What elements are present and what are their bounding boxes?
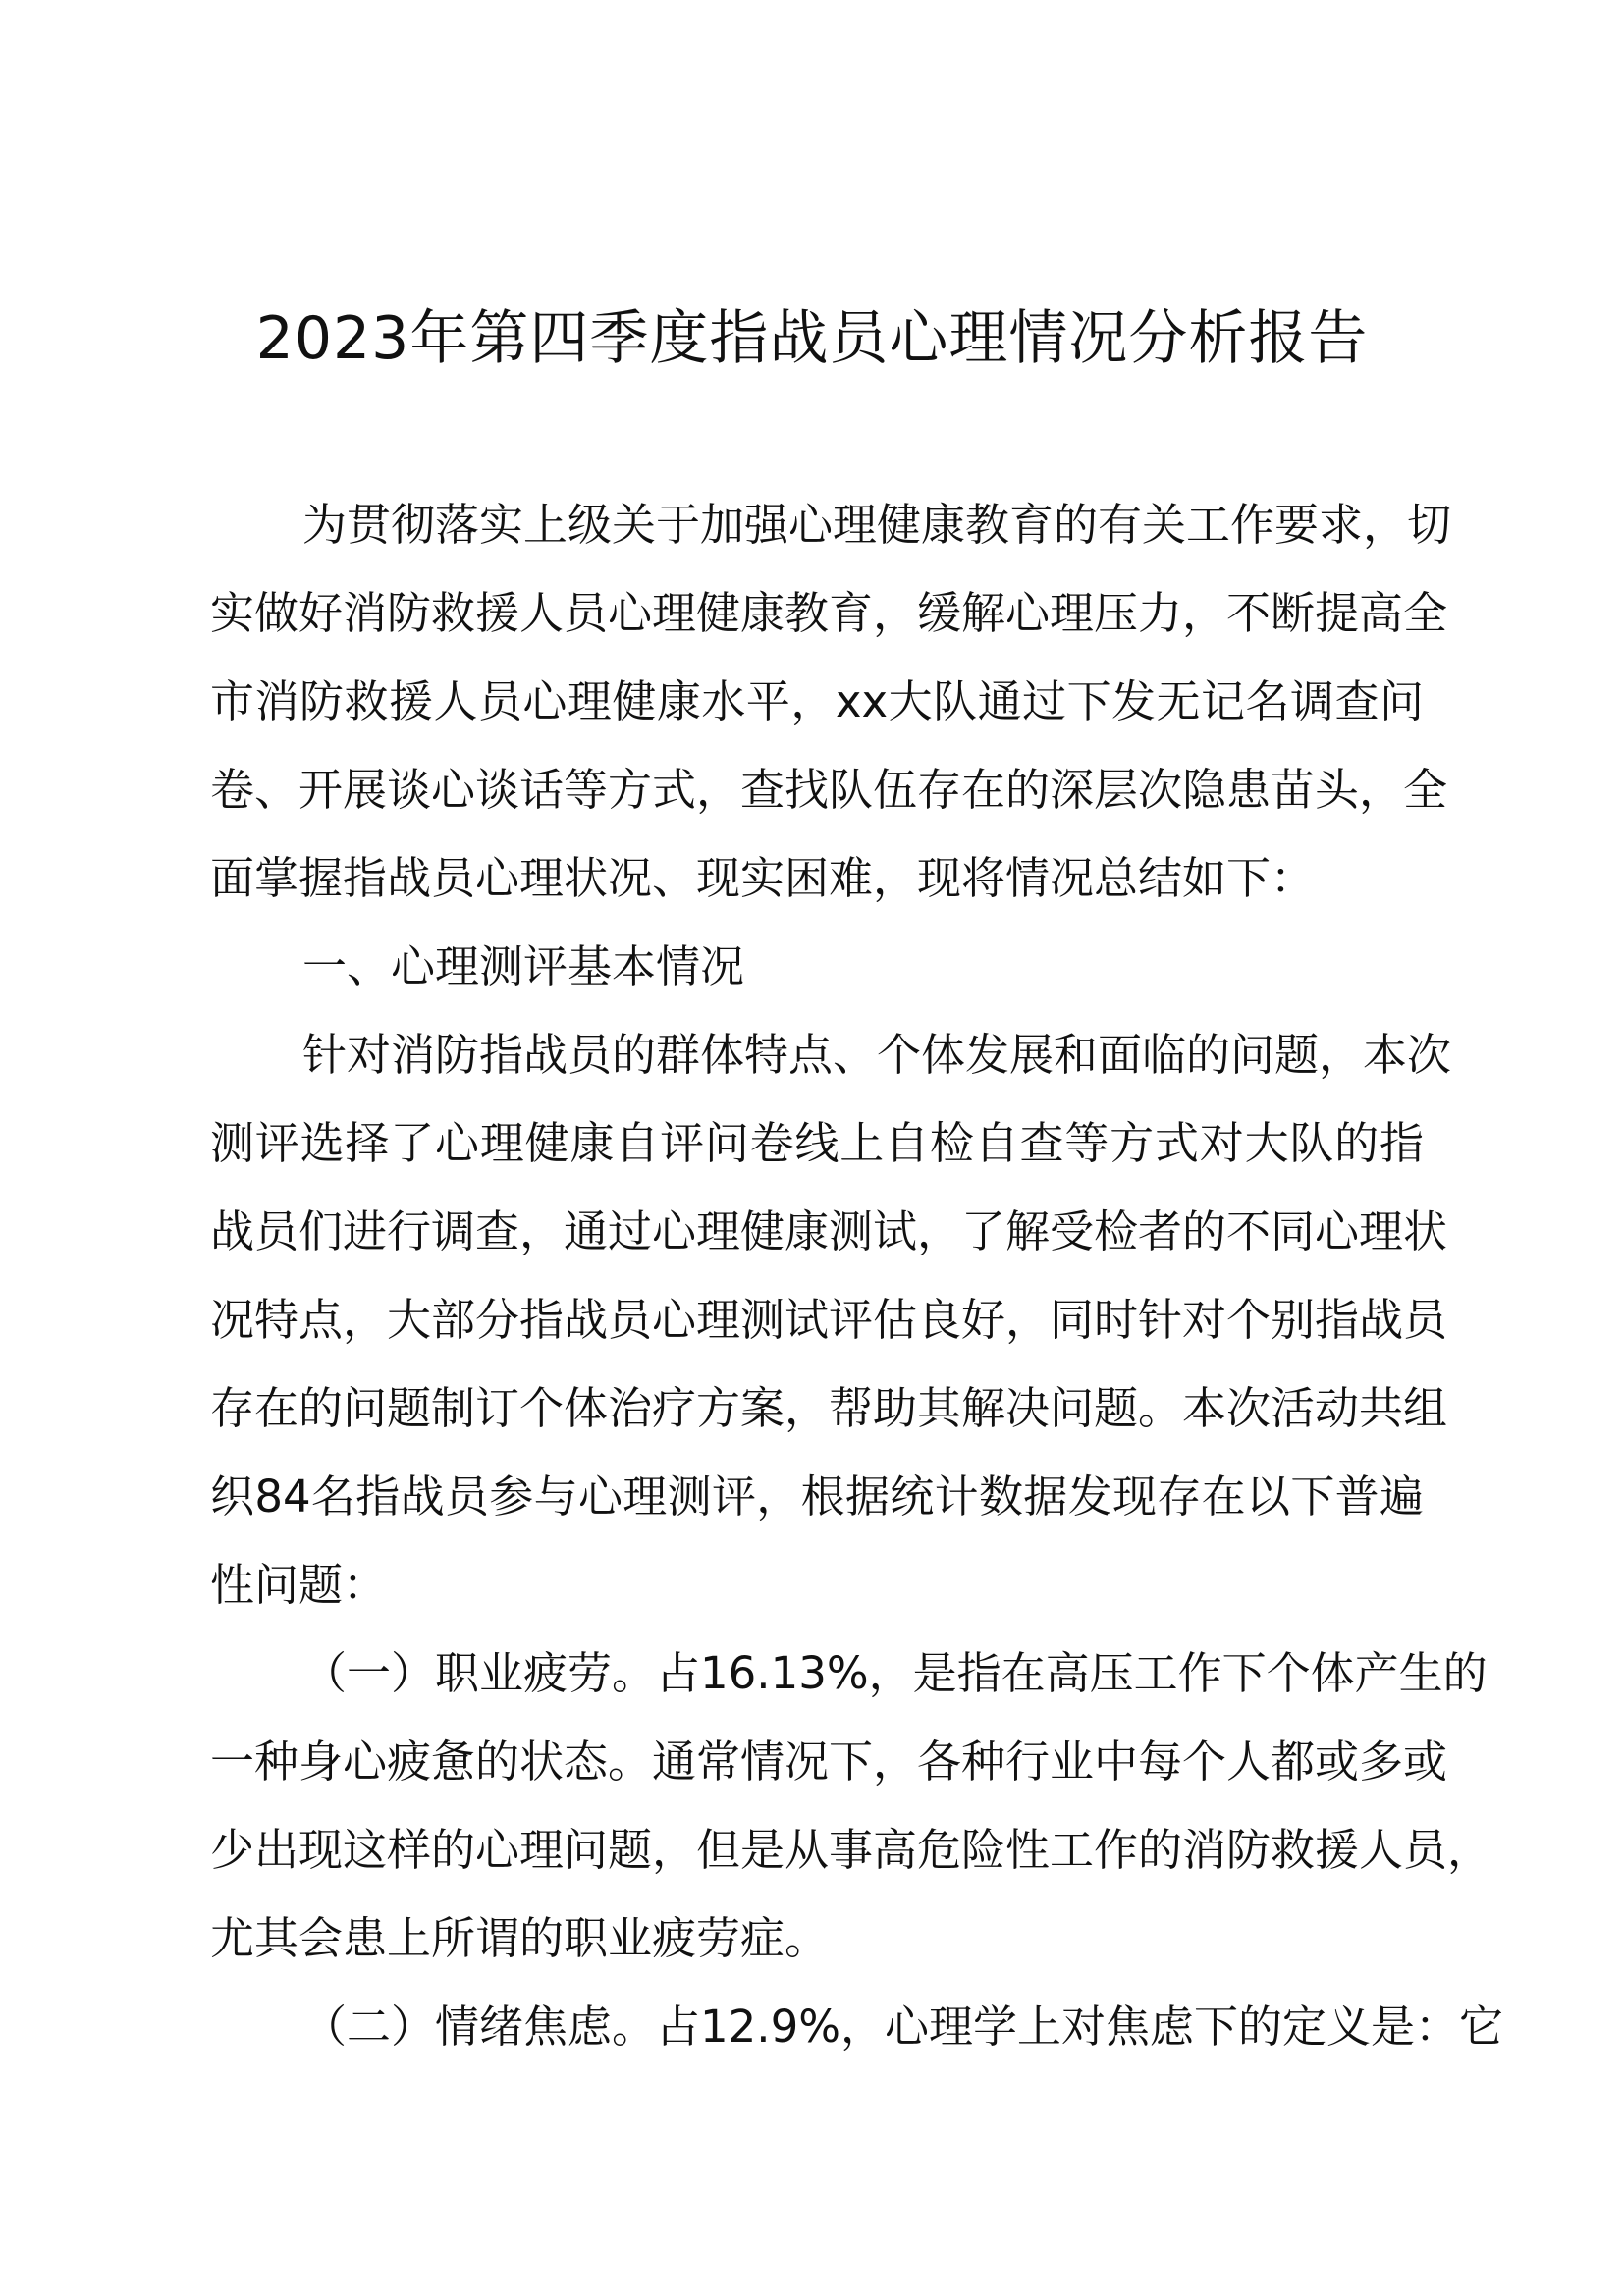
section-heading: 一、心理测评基本情况: [302, 940, 745, 992]
item-occupational-fatigue: [210, 1629, 1492, 1983]
text-line: 尤其会患上所谓的职业疲劳症。: [210, 1912, 830, 1964]
text-line: （二）情绪焦虑。占12.9%，心理学上对焦虑下的定义是：它: [302, 2001, 1503, 2053]
document-body: [210, 481, 1503, 2071]
text-line: 一种身心疲惫的状态。通常情况下，各种行业中每个人都或多或: [210, 1735, 1448, 1788]
text-line: 况特点，大部分指战员心理测试评估良好，同时针对个别指战员: [210, 1294, 1448, 1346]
text-line: 战员们进行调查，通过心理健康测试，了解受检者的不同心理状: [210, 1205, 1448, 1257]
text-line: 为贯彻落实上级关于加强心理健康教育的有关工作要求，切: [302, 499, 1452, 551]
intro-paragraph: [210, 481, 1452, 923]
text-line: 卷、开展谈心谈话等方式，查找队伍存在的深层次隐患苗头，全: [210, 764, 1448, 816]
text-line: 市消防救援人员心理健康水平，xx大队通过下发无记名调查问: [210, 675, 1424, 727]
text-line: （一）职业疲劳。占16.13%，是指在高压工作下个体产生的: [302, 1647, 1488, 1699]
text-line: 实做好消防救援人员心理健康教育，缓解心理压力，不断提高全: [210, 587, 1448, 639]
item-emotional-anxiety: [210, 1983, 1503, 2071]
text-line: 少出现这样的心理问题，但是从事高危险性工作的消防救援人员，: [210, 1824, 1492, 1876]
text-line: 测评选择了心理健康自评问卷线上自检自查等方式对大队的指: [210, 1117, 1424, 1169]
text-line: 面掌握指战员心理状况、现实困难，现将情况总结如下：: [210, 852, 1316, 904]
text-line: 性问题：: [210, 1559, 388, 1611]
text-line: 针对消防指战员的群体特点、个体发展和面临的问题，本次: [302, 1029, 1452, 1081]
text-line: 存在的问题制订个体治疗方案，帮助其解决问题。本次活动共组: [210, 1382, 1448, 1434]
page-title: 2023年第四季度指战员心理情况分析报告: [255, 304, 1369, 373]
text-line: 织84名指战员参与心理测评，根据统计数据发现存在以下普遍: [210, 1470, 1424, 1522]
section1-paragraph: [210, 1011, 1452, 1629]
